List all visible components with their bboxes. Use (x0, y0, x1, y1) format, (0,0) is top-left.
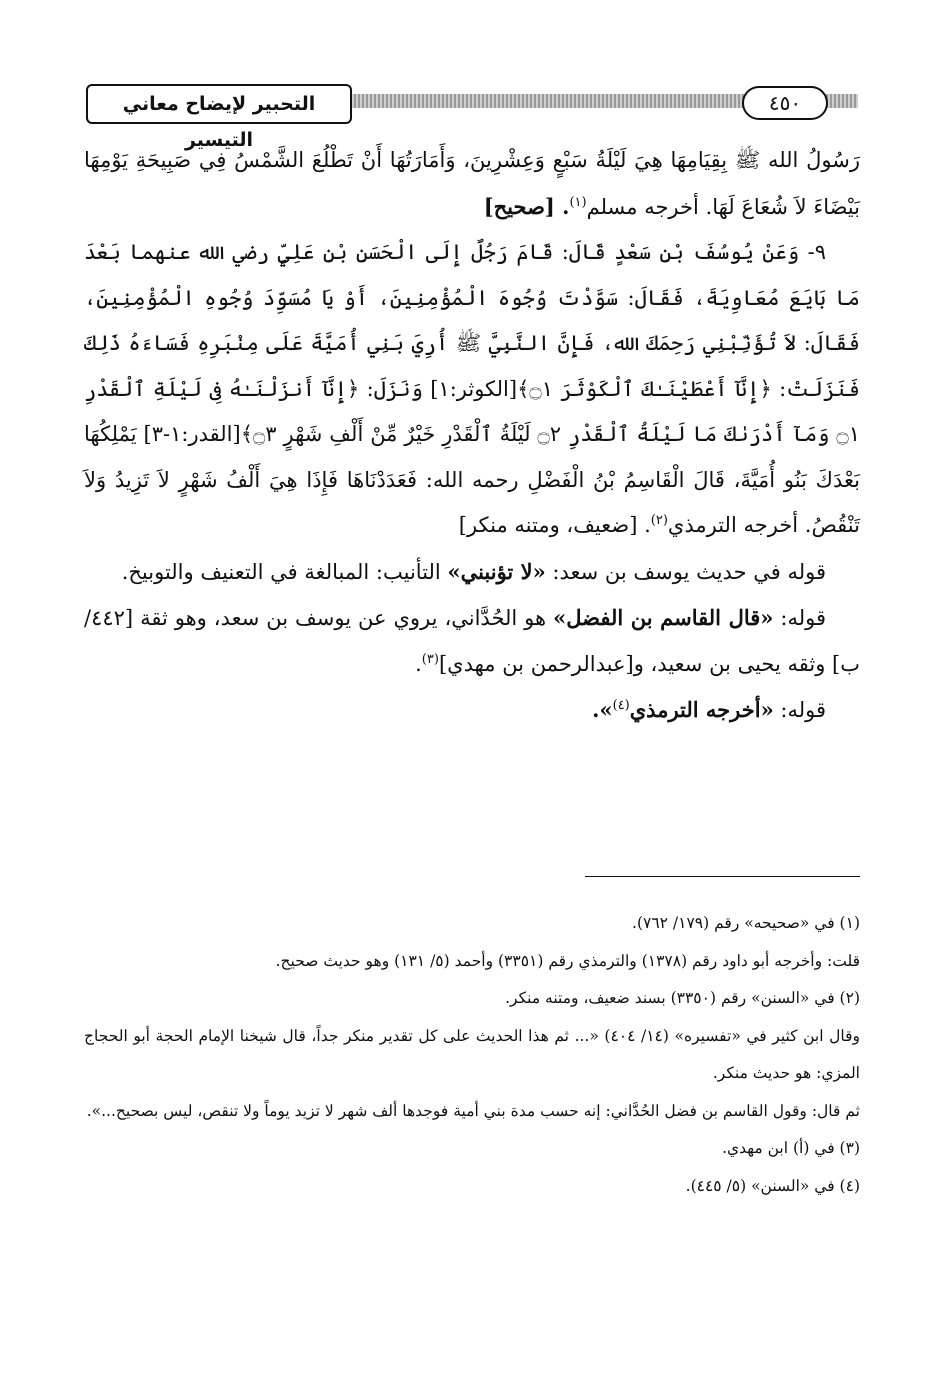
commentary-3-lead: قوله: (773, 698, 826, 722)
hadith-9-text: ٩- وَعَنْ يُوسُفَ بْنِ سَعْدٍ قَالَ: قَامَ رَجُلٌ إِلَى الْحَسَنِ بْنِ عَلِيٍّ رضي الله عنهما بَعْدَ مَا بَايَعَ مُعَاوِيَةَ، فَقَالَ: سَوَّدْتَ وُجُوهَ الْمُؤْمِنِينَ، أَوْ يَا مُسَوِّدَ وُجُوهِ الْمُؤْمِنِينَ، فَقَالَ: لاَ تُؤَنِّبْنِي رَحِمَكَ الله، فَإِنَّ النَّبِيَّ ﷺ أُرِيَ بَنِي أُمَيَّةَ عَلَى مِنْبَرِهِ فَسَاءَهُ ذَلِكَ فَنَزَلَتْ: ﴿إِنَّآ أَعْطَيْنَـٰكَ ٱلْكَوْثَرَ ۝١﴾[الكوثر:١] وَنَزَلَ: ﴿إِنَّآ أَنزَلْنَـٰهُ فِى لَيْلَةِ ٱلْقَدْرِ ۝١ وَمَآ أَدْرَىٰكَ مَا لَيْلَةُ ٱلْقَدْرِ ۝٢ لَيْلَةُ ٱلْقَدْرِ خَيْرٌ مِّنْ أَلْفِ شَهْرٍ ۝٣﴾[القدر:١-٣] يَمْلِكُهَا بَعْدَكَ بَنُو أُمَيَّةَ، قَالَ الْقَاسِمُ بْنُ الْفَضْلِ رحمه الله: فَعَدَدْنَاهَا فَإِذَا هِيَ أَلْفُ شَهْرٍ لاَ تَزِيدُ وَلاَ تَنْقُصُ. أخرجه الترمذي (84, 240, 861, 537)
commentary-2-lead: قوله: (773, 606, 827, 630)
commentary-1-lead: قوله في حديث يوسف بن سعد: (545, 559, 826, 584)
footnote-line: (٢) في «السنن» رقم (٣٣٥٠) بسند ضعيف، ومتنه منكر. (505, 989, 860, 1007)
footnote-line: (٣) في (أ) ابن مهدي. (722, 1139, 860, 1157)
hadith-8-grade: . [صحيح] (483, 193, 570, 219)
footnote-ref-2: (٢) (650, 513, 668, 528)
commentary-2-end: . (415, 651, 422, 676)
footnote-ref-3: (٣) (421, 651, 439, 667)
footnote-line: وقال ابن كثير في «تفسيره» (١٤/ ٤٠٤) «... ثم هذا الحديث على كل تقدير منكر جداً، قال شيخنا الإمام الحجة أبو الحجاج المزي: هو حديث منكر. (84, 1026, 860, 1082)
page-header (86, 84, 858, 151)
commentary-2 (84, 595, 860, 687)
footnote-line: (١) في «صحيحه» رقم (١٧٩/ ٧٦٢). (632, 914, 860, 932)
hadith-9-paragraph (84, 230, 860, 549)
commentary-3-term: «أخرجه الترمذي (629, 697, 774, 722)
commentary-3 (84, 687, 860, 734)
hadith-8-text: رَسُولُ الله ﷺ بِقِيَامِهَا هِيَ لَيْلَةُ سَبْعٍ وَعِشْرِينَ، وَأَمَارَتُهَا أَنْ تَطْلُعَ الشَّمْسُ فِي صَبِيحَةِ يَوْمِهَا بَيْضَاءَ لاَ شُعَاعَ لَهَا. أخرجه مسلم (84, 148, 860, 219)
book-title: التحبير لإيضاح معاني التيسير (86, 84, 352, 124)
hadith-ending-paragraph (84, 138, 860, 230)
hadith-9-grade: . [ضعيف، ومتنه منكر] (458, 513, 651, 537)
commentary-1 (84, 549, 860, 596)
footnote-ref-1: (١) (569, 194, 587, 210)
main-text (84, 138, 860, 734)
commentary-1-term: «لا تؤنبني» (447, 558, 546, 584)
footnote-line: قلت: وأخرجه أبو داود رقم (١٣٧٨) والترمذي رقم (٣٣٥١) وأحمد (٥/ ١٣١) وهو حديث صحيح. (275, 951, 860, 970)
commentary-2-term: «قال القاسم بن الفضل» (553, 605, 774, 630)
commentary-1-text: التأنيب: المبالغة في التعنيف والتوبيخ. (121, 559, 448, 584)
commentary-2-text: هو الحُدَّاني، يروي عن يوسف بن سعد، وهو ثقة [٤٤٢/ ب] وثقه يحيى بن سعيد، و[عبدالرحمن بن مهدي] (84, 606, 860, 676)
page-number: ٤٥٠ (742, 86, 828, 120)
footnote-separator (585, 876, 860, 877)
footnote-line: (٤) في «السنن» (٥/ ٤٤٥). (685, 1176, 860, 1195)
footnote-ref-4: (٤) (612, 698, 630, 713)
commentary-3-end: ». (592, 697, 613, 722)
footnotes (84, 905, 860, 1205)
footnote-line: ثم قال: وقول القاسم بن فضل الحُدَّاني: إنه حسب مدة بني أمية فوجدها ألف شهر لا تزيد يوماً ولا تنقص، ليس بصحيح...». (86, 1101, 860, 1120)
